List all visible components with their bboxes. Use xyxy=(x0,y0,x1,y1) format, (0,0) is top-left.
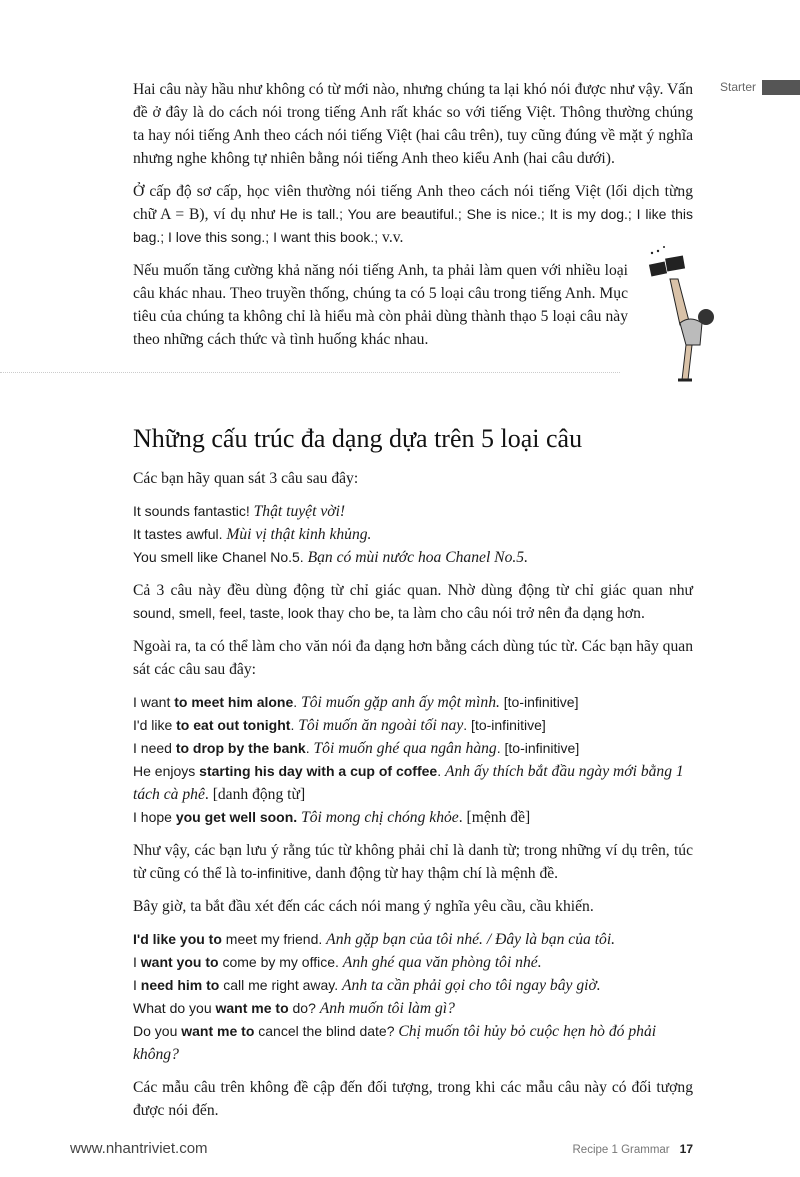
text-segment: cancel the blind date? xyxy=(254,1023,399,1039)
text-segment: want me to xyxy=(215,1000,289,1016)
text-segment: You smell like Chanel No.5. xyxy=(133,549,308,565)
section-paragraph-1: Các bạn hãy quan sát 3 câu sau đây: xyxy=(133,470,359,487)
text-segment: do? xyxy=(288,1000,320,1016)
example-sentence xyxy=(133,737,693,760)
text-segment: Chị muốn tôi hủy bỏ cuộc hẹn hò đó phải không? xyxy=(133,1023,657,1063)
text-segment: He is tall.; You are beautiful.; She is nice.; It is my dog.; I like this bag.; I love this song.; I want this book.; xyxy=(133,206,693,245)
text-segment: I'd like you to xyxy=(133,931,222,947)
text-segment: Anh ghé qua văn phòng tôi nhé. xyxy=(342,954,542,971)
text-segment: Tôi muốn ăn ngoài tối nay xyxy=(298,717,464,734)
text-segment: It sounds fantastic! xyxy=(133,503,254,519)
text-segment: Cả 3 câu này đều dùng động từ chỉ giác quan. Nhờ dùng động từ chỉ giác quan như xyxy=(133,582,693,599)
text-segment: , danh động từ hay thậm chí là mệnh đề. xyxy=(307,865,559,882)
text-segment: . xyxy=(290,717,299,733)
text-segment: thay cho xyxy=(313,605,375,622)
example-sentence xyxy=(133,760,693,806)
text-segment: . [mệnh đề] xyxy=(458,809,531,826)
section-tab-bar xyxy=(762,80,800,95)
text-segment: v.v. xyxy=(378,229,404,246)
example-sentence xyxy=(133,714,693,737)
text-segment: Anh muốn tôi làm gì? xyxy=(319,1000,455,1017)
example-sentence xyxy=(133,928,693,951)
section-heading: Những cấu trúc đa dạng dựa trên 5 loại câu xyxy=(133,424,583,453)
text-segment: meet my friend. xyxy=(221,931,327,947)
text-segment: starting his day with a cup of coffee xyxy=(199,763,438,779)
section-body xyxy=(133,467,693,1132)
text-segment: Mùi vị thật kinh khủng. xyxy=(226,526,372,543)
text-segment: What do you xyxy=(133,1000,216,1016)
example-sentence xyxy=(133,691,693,714)
text-segment: to eat out tonight xyxy=(176,717,291,733)
examples-objects xyxy=(133,691,693,829)
page-number: 17 xyxy=(679,1142,693,1156)
intro-paragraph-1: Hai câu này hầu như không có từ mới nào, nhưng chúng ta lại khó nói được như vậy. Vấn đề ở đây là do cách nói trong tiếng Anh rất khác so với tiếng Việt. Thông thường chúng ta hay nói tiếng Anh theo cách nói tiếng Việt (hai câu trên), tuy cũng đúng về mặt ý nghĩa nhưng nghe không tự nhiên bằng nói tiếng Anh theo kiểu Anh (hai câu dưới). xyxy=(133,81,693,167)
section-paragraph-3: Ngoài ra, ta có thể làm cho văn nói đa dạng hơn bằng cách dùng túc từ. Các bạn hãy quan sát các câu sau đây: xyxy=(133,638,693,678)
text-segment: Ở cấp độ sơ cấp, học viên thường nói tiếng Anh theo cách nói tiếng Việt (lối dịch từng chữ A = B), ví dụ như xyxy=(133,183,693,223)
text-segment: . [danh động từ] xyxy=(204,786,306,803)
text-segment: Như vậy, các bạn lưu ý rằng túc từ không phải chỉ là danh từ; trong những ví dụ trên, túc từ cũng có thể là xyxy=(133,842,693,882)
section-paragraph-4 xyxy=(133,839,693,885)
text-segment: , ta làm cho câu nói trở nên đa dạng hơn. xyxy=(390,605,645,622)
text-segment: It tastes awful. xyxy=(133,526,227,542)
example-sentence xyxy=(133,500,693,523)
text-segment: Tôi muốn ghé qua ngân hàng xyxy=(313,740,497,757)
text-segment: be xyxy=(374,605,391,621)
text-segment: call me right away. xyxy=(219,977,343,993)
section-label: Starter xyxy=(720,80,757,94)
kicking-boy-illustration xyxy=(640,245,720,390)
text-segment: Tôi mong chị chóng khỏe xyxy=(301,809,459,826)
text-segment: Thật tuyệt vời! xyxy=(253,503,346,520)
text-segment: . xyxy=(305,740,314,756)
text-segment: . [to-infinitive] xyxy=(463,717,546,733)
divider xyxy=(0,372,620,373)
example-sentence xyxy=(133,997,693,1020)
text-segment: I need xyxy=(133,740,176,756)
text-segment: I xyxy=(133,977,141,993)
footer-page-info xyxy=(573,1142,694,1156)
text-segment: you get well soon. xyxy=(175,809,298,825)
intro-block xyxy=(133,78,693,361)
example-sentence xyxy=(133,1020,693,1066)
text-segment: I xyxy=(133,954,141,970)
text-segment: to drop by the bank xyxy=(175,740,306,756)
intro-paragraph-2 xyxy=(133,180,693,249)
text-segment: I'd like xyxy=(133,717,177,733)
section-paragraph-6: Các mẫu câu trên không đề cập đến đối tượng, trong khi các mẫu câu này có đối tượng được nói đến. xyxy=(133,1079,693,1119)
text-segment: . xyxy=(293,694,302,710)
text-segment: Anh ta cần phải gọi cho tôi ngay bây giờ. xyxy=(342,977,601,994)
text-segment: Do you xyxy=(133,1023,182,1039)
text-segment: . xyxy=(437,763,445,779)
text-segment: want you to xyxy=(140,954,219,970)
text-segment: come by my office. xyxy=(218,954,343,970)
text-segment: to meet him alone xyxy=(174,694,294,710)
text-segment: I want xyxy=(133,694,175,710)
section-paragraph-5: Bây giờ, ta bắt đầu xét đến các cách nói mang ý nghĩa yêu cầu, cầu khiến. xyxy=(133,898,594,915)
text-segment: need him to xyxy=(140,977,220,993)
section-paragraph-2 xyxy=(133,579,693,625)
text-segment: [to-infinitive] xyxy=(499,694,579,710)
examples-requests xyxy=(133,928,693,1066)
example-sentence xyxy=(133,974,693,997)
text-segment: sound, smell, feel, taste, look xyxy=(133,605,314,621)
text-segment: I hope xyxy=(133,809,176,825)
text-segment: Tôi muốn gặp anh ấy một mình. xyxy=(301,694,500,711)
text-segment: to-infinitive xyxy=(240,865,308,881)
text-segment: Anh ấy thích bắt đầu ngày mới bằng 1 tách cà phê xyxy=(133,763,684,803)
text-segment: Bạn có mùi nước hoa Chanel No.5. xyxy=(307,549,528,566)
footer-chapter: Recipe 1 Grammar xyxy=(572,1144,670,1156)
example-sentence xyxy=(133,951,693,974)
text-segment: want me to xyxy=(181,1023,255,1039)
footer-website: www.nhantriviet.com xyxy=(70,1140,208,1157)
example-sentence xyxy=(133,806,693,829)
text-segment: Anh gặp bạn của tôi nhé. / Đây là bạn của tôi. xyxy=(326,931,616,948)
text-segment: He enjoys xyxy=(133,763,200,779)
text-segment: . [to-infinitive] xyxy=(496,740,580,756)
example-sentence xyxy=(133,546,693,569)
intro-paragraph-3: Nếu muốn tăng cường khả năng nói tiếng Anh, ta phải làm quen với nhiều loại câu khác nhau. Theo truyền thống, chúng ta có 5 loại câu trong tiếng Anh. Mục tiêu của chúng ta không chỉ là hiểu mà còn phải dùng thành thạo 5 loại câu này theo những cách thức và tình huống khác nhau. xyxy=(133,262,628,348)
example-sentence xyxy=(133,523,693,546)
examples-senses xyxy=(133,500,693,569)
